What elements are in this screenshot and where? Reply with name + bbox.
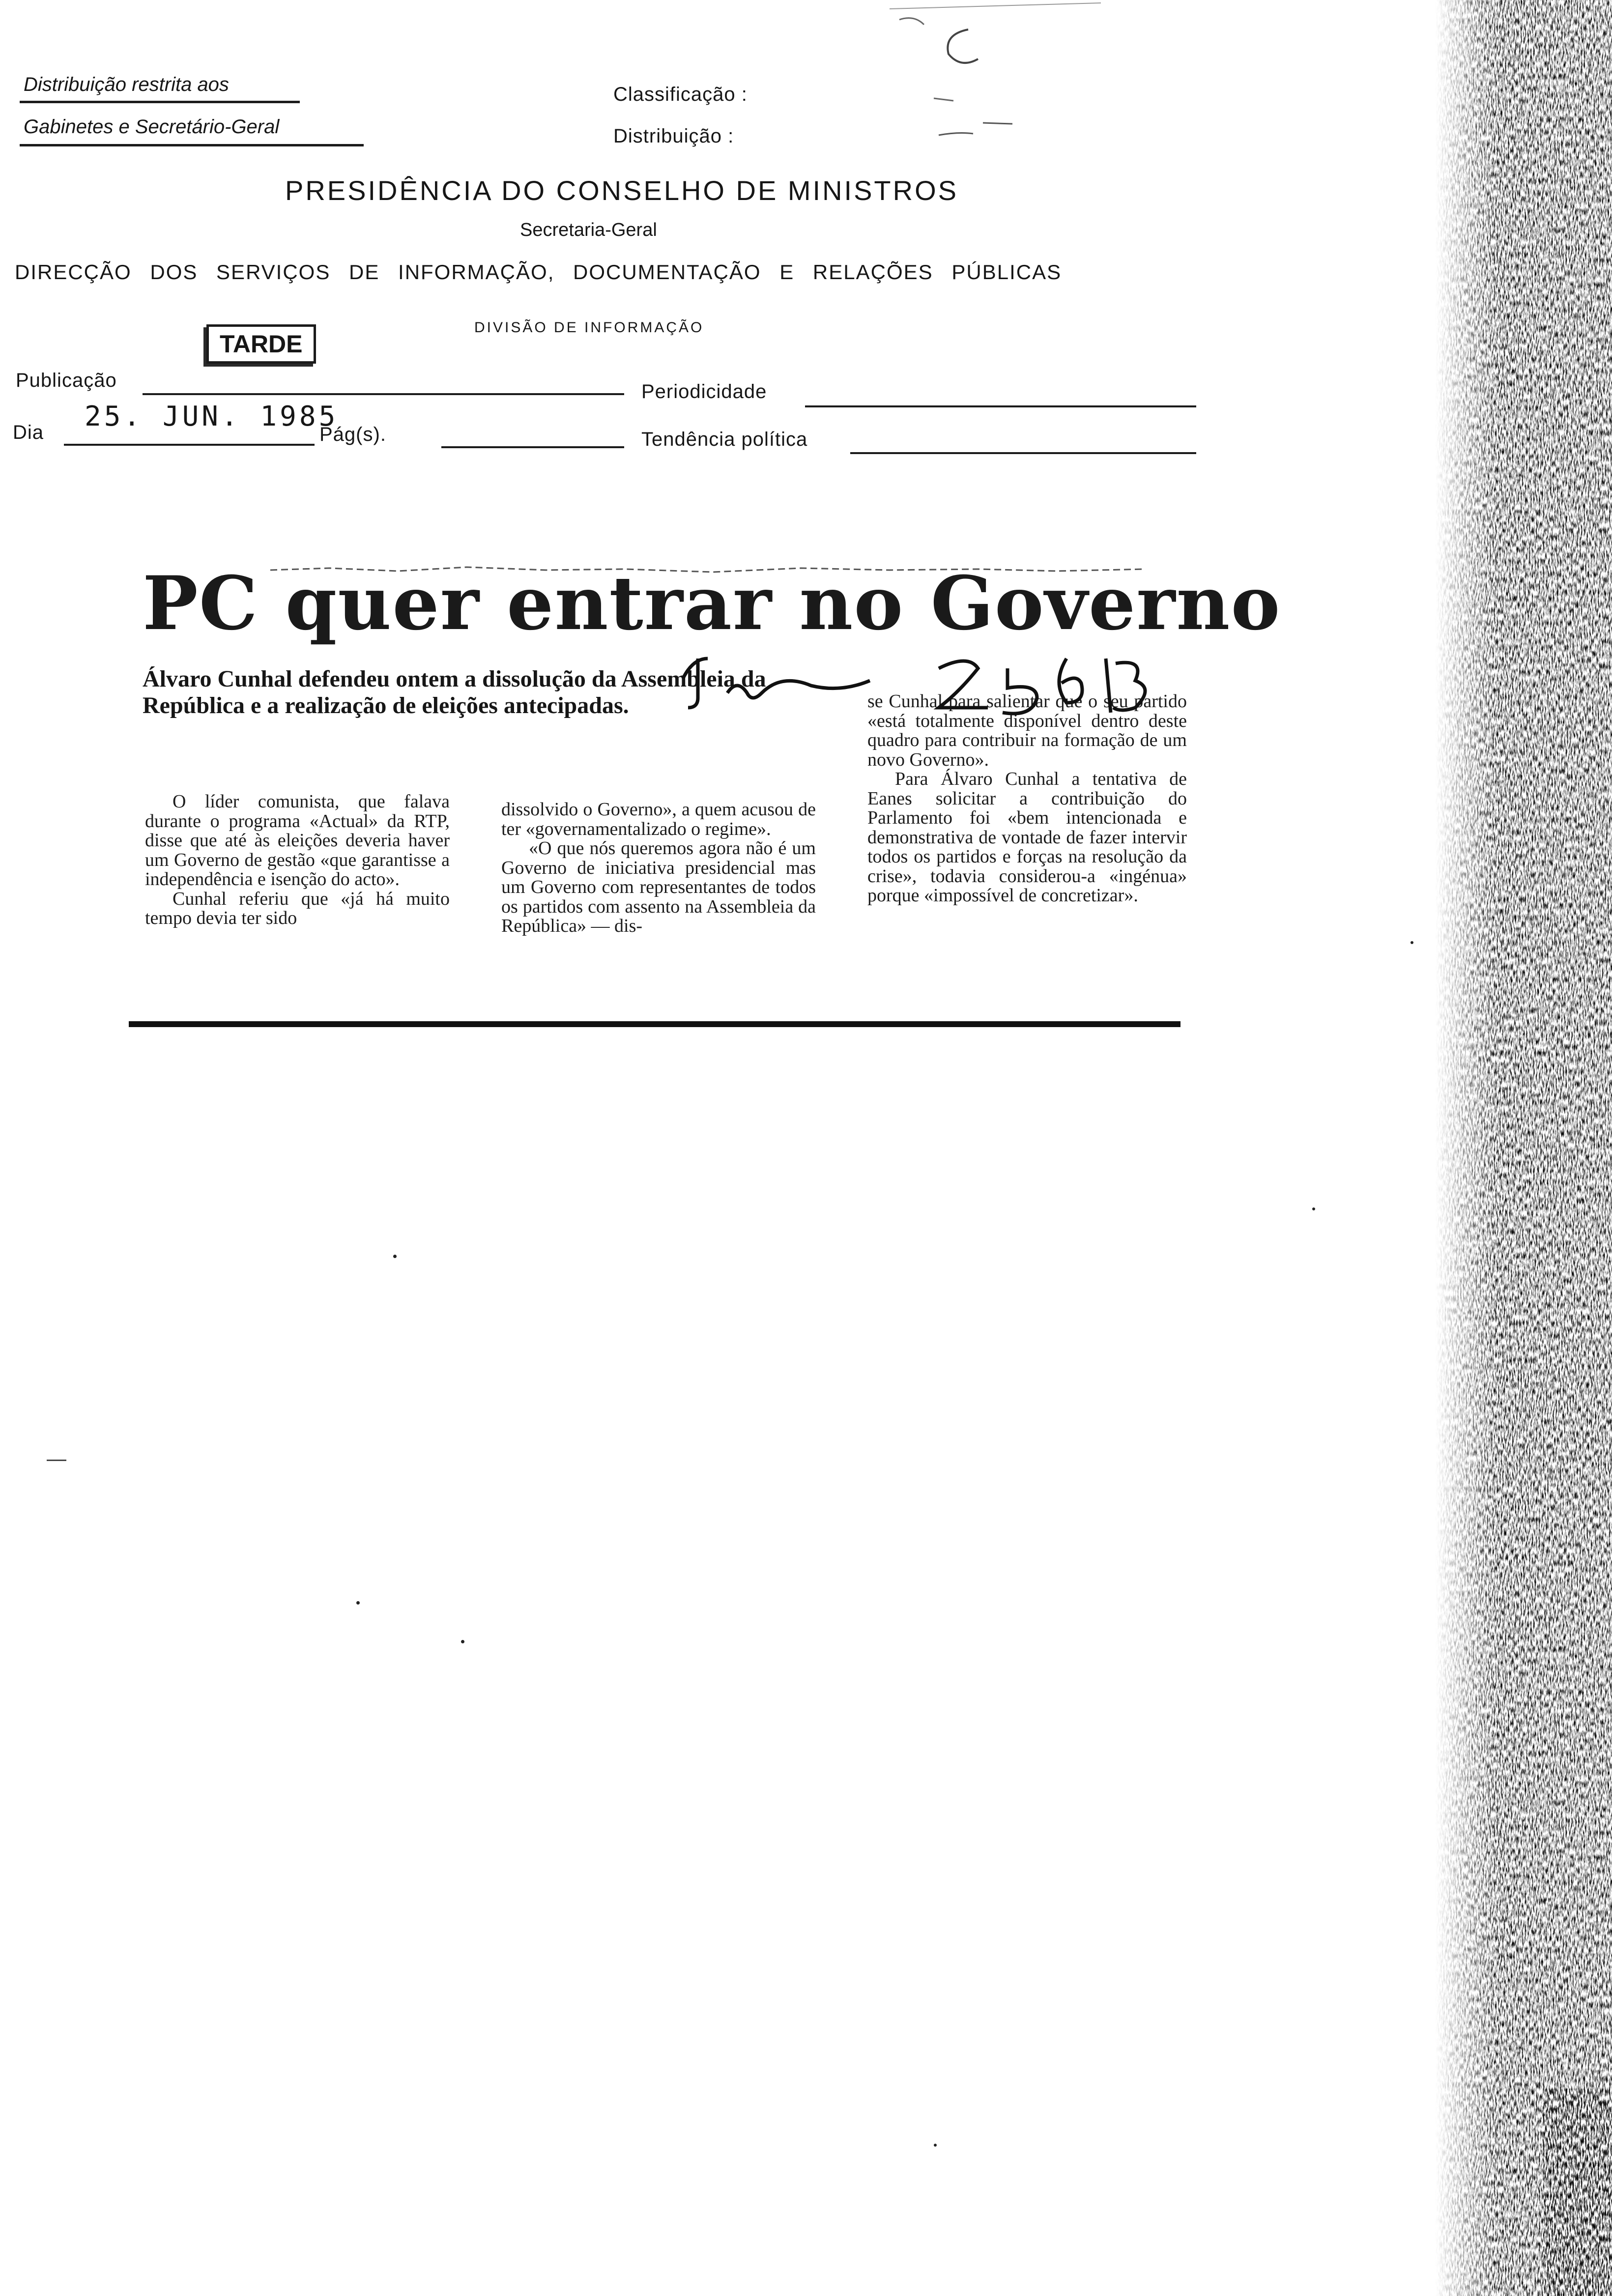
- col2-paragraph-2: «O que nós queremos agora não é um Governo de iniciativa presidencial mas um Governo com representantes de todos os partidos com assento na Assembleia da República» — dis-: [501, 838, 816, 936]
- restriction-underline-2: [20, 144, 364, 146]
- scan-edge-noise: [1435, 0, 1612, 2296]
- dia-label: Dia: [13, 422, 44, 443]
- pencil-marks: [826, 0, 1121, 147]
- org-subtitle: Secretaria-Geral: [520, 220, 657, 240]
- article-bottom-rule: [129, 1021, 1180, 1027]
- dust-speck: [1312, 1207, 1315, 1210]
- divisao-line: DIVISÃO DE INFORMAÇÃO: [474, 319, 704, 336]
- dia-line: [64, 444, 315, 446]
- article-column-1: [145, 792, 450, 928]
- classificacao-label: Classificação :: [613, 84, 748, 105]
- dust-speck: [934, 2144, 937, 2147]
- dust-speck: [1410, 941, 1413, 944]
- dust-mark: [47, 1460, 66, 1461]
- restriction-line-1: Distribuição restrita aos: [24, 74, 229, 95]
- direccao-line: DIRECÇÃO DOS SERVIÇOS DE INFORMAÇÃO, DOCUMENTAÇÃO E RELAÇÕES PÚBLICAS: [15, 260, 1062, 284]
- date-stamp: 25. JUN. 1985: [85, 401, 339, 432]
- article-lede: Álvaro Cunhal defendeu ontem a dissolução da Assembleia da República e a realização de eleições antecipadas.: [143, 666, 766, 718]
- publicacao-label: Publicação: [16, 370, 117, 391]
- restriction-line-2: Gabinetes e Secretário-Geral: [24, 116, 280, 138]
- periodicidade-line: [805, 405, 1196, 407]
- article-column-3: [867, 692, 1187, 906]
- col1-paragraph-1: O líder comunista, que falava durante o programa «Actual» da RTP, disse que até às eleições deveria haver um Governo de gestão «que garantisse a independência e isenção do acto».: [145, 791, 450, 890]
- col3-paragraph-2: Para Álvaro Cunhal a tentativa de Eanes solicitar a contribuição do Parlamento foi «bem intencionada e demonstrativa de vontade de fazer intervir todos os partidos e forças na resolução da crise», todavia considerou-a «ingénua» porque «impossível de concretizar».: [867, 769, 1187, 906]
- restriction-underline-1: [20, 101, 300, 103]
- pags-label: Pág(s).: [319, 424, 386, 445]
- distribuicao-label: Distribuição :: [613, 125, 734, 147]
- publicacao-line: [143, 393, 624, 395]
- publication-stamp: TARDE: [206, 324, 316, 364]
- handwritten-annotation: [663, 639, 1204, 722]
- col2-paragraph-1: dissolvido o Governo», a quem acusou de ter «governamentalizado o regime».: [501, 799, 816, 839]
- periodicidade-label: Periodicidade: [641, 381, 767, 402]
- article-headline: PC quer entrar no Governo: [143, 560, 1281, 647]
- pags-line: [441, 446, 624, 448]
- dust-speck: [393, 1255, 397, 1258]
- col3-paragraph-1: se Cunhal para salientar que o seu partido «está totalmente disponível dentro deste quadro para contribuir na formação de um novo Governo».: [867, 691, 1187, 770]
- dust-speck: [356, 1601, 360, 1605]
- tendencia-label: Tendência política: [641, 429, 808, 450]
- article-column-2: [501, 800, 816, 936]
- tendencia-line: [850, 452, 1196, 454]
- dust-speck: [461, 1640, 464, 1643]
- col1-paragraph-2: Cunhal referiu que «já há muito tempo devia ter sido: [145, 888, 450, 928]
- org-title: PRESIDÊNCIA DO CONSELHO DE MINISTROS: [285, 175, 958, 206]
